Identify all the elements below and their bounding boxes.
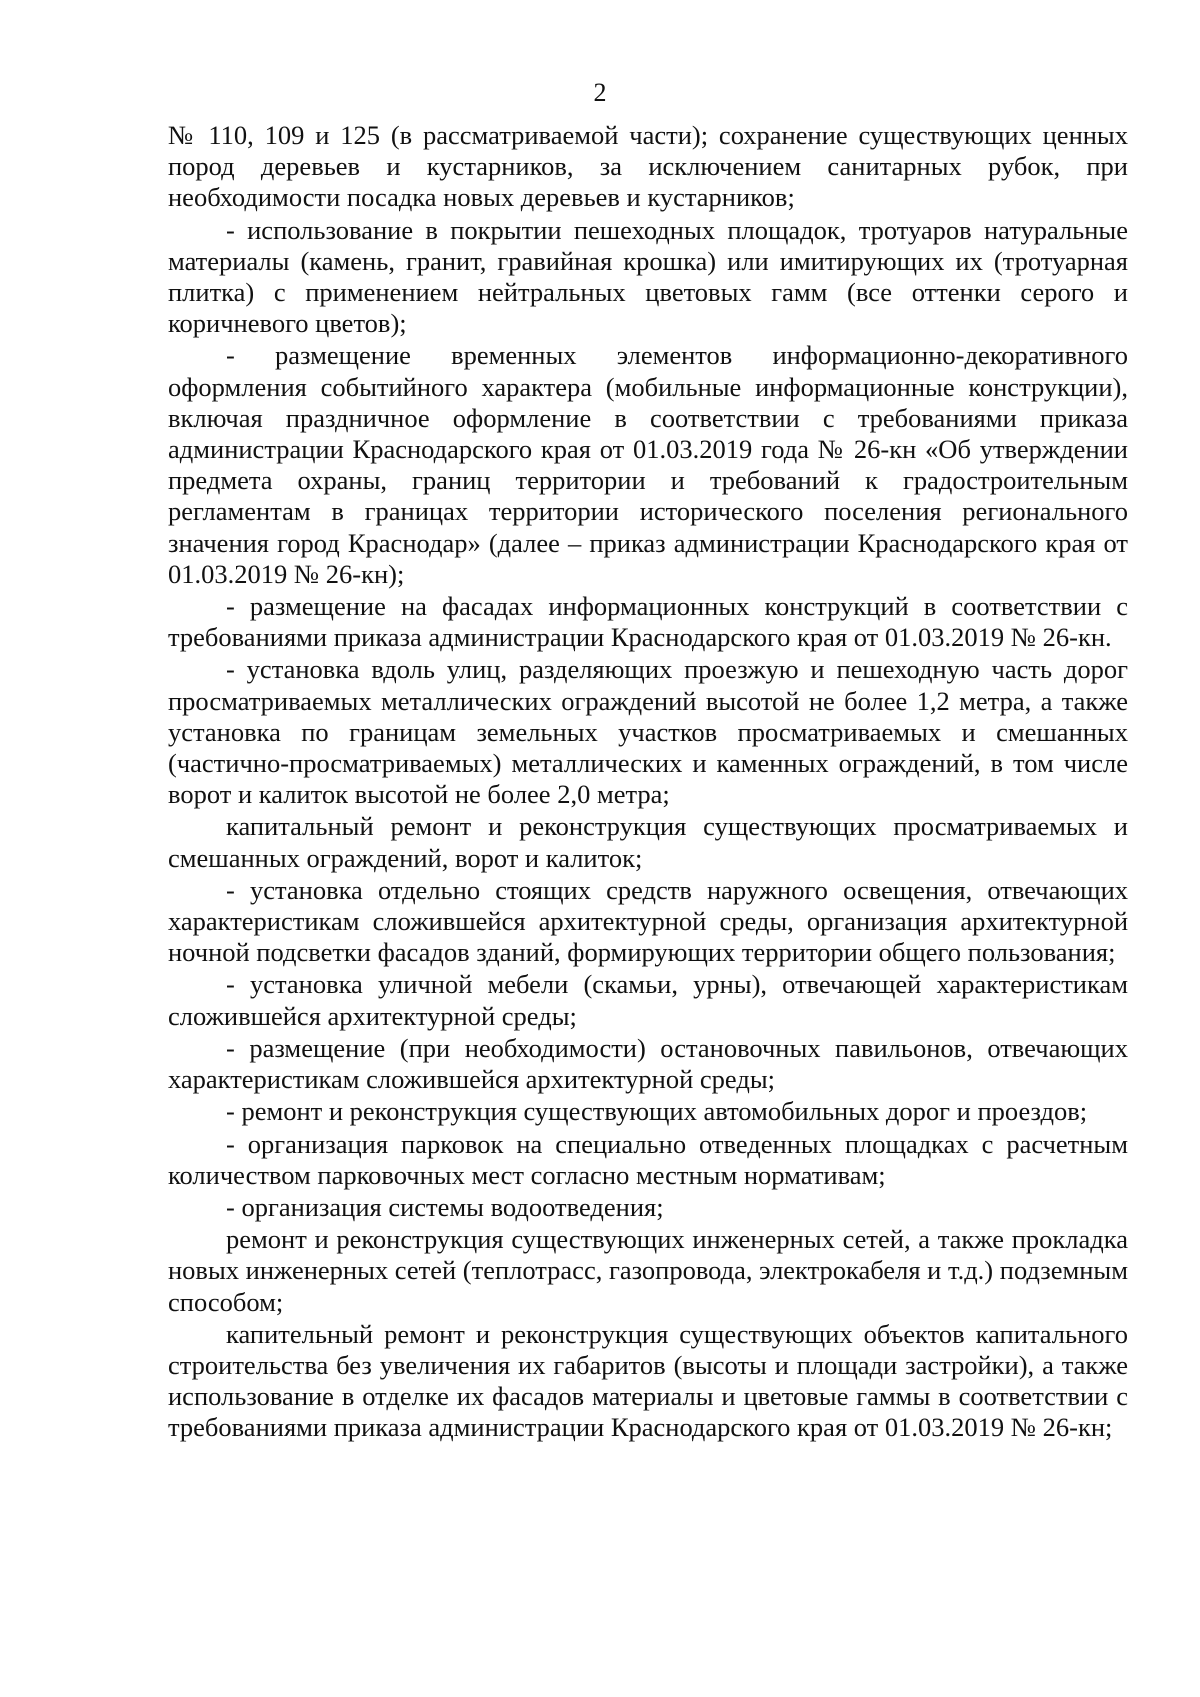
page-number: 2	[593, 78, 607, 107]
paragraph-7: - установка отдельно стоящих средств наружного освещения, отвечающих характеристикам сложившейся архитектурной среды, организация архитектурной ночной подсветки фасадов зданий, формирующих территории общего пользования;	[168, 874, 1128, 968]
paragraph-11: - организация парковок на специально отведенных площадках с расчетным количеством парковочных мест согласно местным нормативам;	[168, 1128, 1128, 1190]
paragraph-2: - использование в покрытии пешеходных площадок, тротуаров натуральные материалы (камень, гранит, гравийная крошка) или имитирующих их (тротуарная плитка) с применением нейтральных цветовых гамм (все оттенки серого и коричневого цветов);	[168, 214, 1128, 339]
paragraph-8: - установка уличной мебели (скамьи, урны), отвечающей характеристикам сложившейся архитектурной среды;	[168, 969, 1128, 1031]
paragraph-3: - размещение временных элементов информационно-декоративного оформления событийного характера (мобильные информационные конструкции), включая праздничное оформление в соответствии с требованиями приказа администрации Краснодарского края от 01.03.2019 года № 26-кн «Об утверждении предмета охраны, границ территории и требований к градостроительным регламентам в границах территории исторического поселения регионального значения город Краснодар» (далее – приказ администрации Краснодарского края от 01.03.2019 № 26-кн);	[168, 340, 1128, 589]
document-body	[168, 120, 1128, 1445]
paragraph-12: - организация системы водоотведения;	[226, 1191, 664, 1222]
paragraph-6: капитальный ремонт и реконструкция существующих просматриваемых и смешанных ограждений, ворот и калиток;	[168, 811, 1128, 873]
paragraph-14: капительный ремонт и реконструкция существующих объектов капитального строительства без увеличения их габаритов (высоты и площади застройки), а также использование в отделке их фасадов материалы и цветовые гаммы в соответствии с требованиями приказа администрации Краснодарского края от 01.03.2019 № 26-кн;	[168, 1318, 1128, 1443]
paragraph-4: - размещение на фасадах информационных конструкций в соответствии с требованиями приказа администрации Краснодарского края от 01.03.2019 № 26-кн.	[168, 591, 1128, 653]
paragraph-9: - размещение (при необходимости) остановочных павильонов, отвечающих характеристикам сложившейся архитектурной среды;	[168, 1032, 1128, 1095]
paragraph-13: ремонт и реконструкция существующих инженерных сетей, а также прокладка новых инженерных сетей (теплотрасс, газопровода, электрокабеля и т.д.) подземным способом;	[168, 1224, 1128, 1317]
paragraph-10: - ремонт и реконструкция существующих автомобильных дорог и проездов;	[226, 1096, 1088, 1127]
paragraph-1: № 110, 109 и 125 (в рассматриваемой части); сохранение существующих ценных пород деревьев и кустарников, за исключением санитарных рубок, при необходимости посадка новых деревьев и кустарников;	[168, 120, 1128, 213]
paragraph-5: - установка вдоль улиц, разделяющих проезжую и пешеходную часть дорог просматриваемых металлических ограждений высотой не более 1,2 метра, а также установка по границам земельных участков просматриваемых и смешанных (частично-просматриваемых) металлических и каменных ограждений, в том числе ворот и калиток высотой не более 2,0 метра;	[168, 654, 1128, 810]
